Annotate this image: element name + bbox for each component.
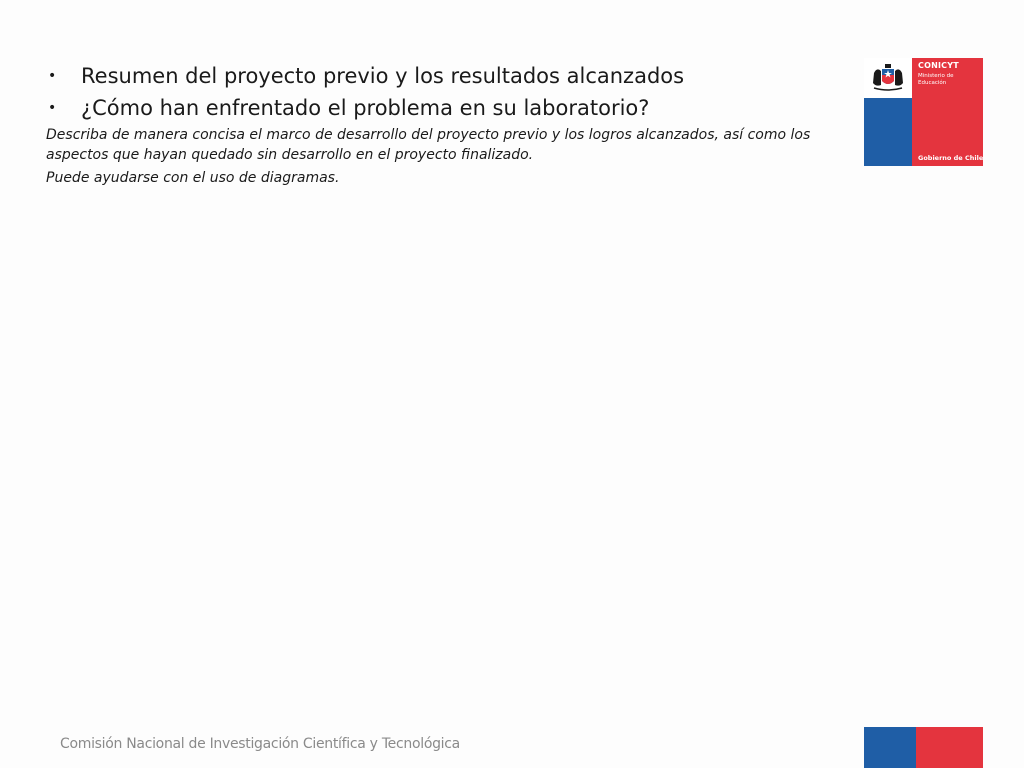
bullet-symbol: •	[48, 68, 57, 84]
footer-flag-blue	[864, 727, 916, 768]
instructions-block	[46, 125, 836, 188]
logo-government: Gobierno de Chile	[918, 154, 984, 162]
bullet-list	[46, 60, 826, 124]
footer-organization-name: Comisión Nacional de Investigación Científica y Tecnológica	[60, 736, 460, 752]
description-text: Describa de manera concisa el marco de desarrollo del proyecto previo y los logros alcanzados, así como los aspectos que hayan quedado sin desarrollo en el proyecto finalizado.	[46, 127, 811, 163]
bullet-item	[46, 60, 826, 92]
logo-red-panel	[912, 58, 983, 166]
bullet-text: Resumen del proyecto previo y los resultados alcanzados	[81, 64, 685, 88]
bullet-symbol: •	[48, 100, 57, 116]
note-text: Puede ayudarse con el uso de diagramas.	[46, 170, 340, 186]
logo-ministry: Ministerio de Educación	[918, 73, 954, 86]
chile-coat-of-arms-icon	[868, 61, 908, 95]
conicyt-logo	[864, 58, 983, 166]
logo-blue-panel	[864, 58, 912, 166]
bullet-item	[46, 92, 826, 124]
bullet-text: ¿Cómo han enfrentado el problema en su laboratorio?	[81, 96, 650, 120]
footer-flag-red	[916, 727, 983, 768]
logo-crest-background	[864, 58, 912, 98]
footer-flag	[864, 727, 983, 768]
logo-org-name: CONICYT	[918, 61, 959, 70]
